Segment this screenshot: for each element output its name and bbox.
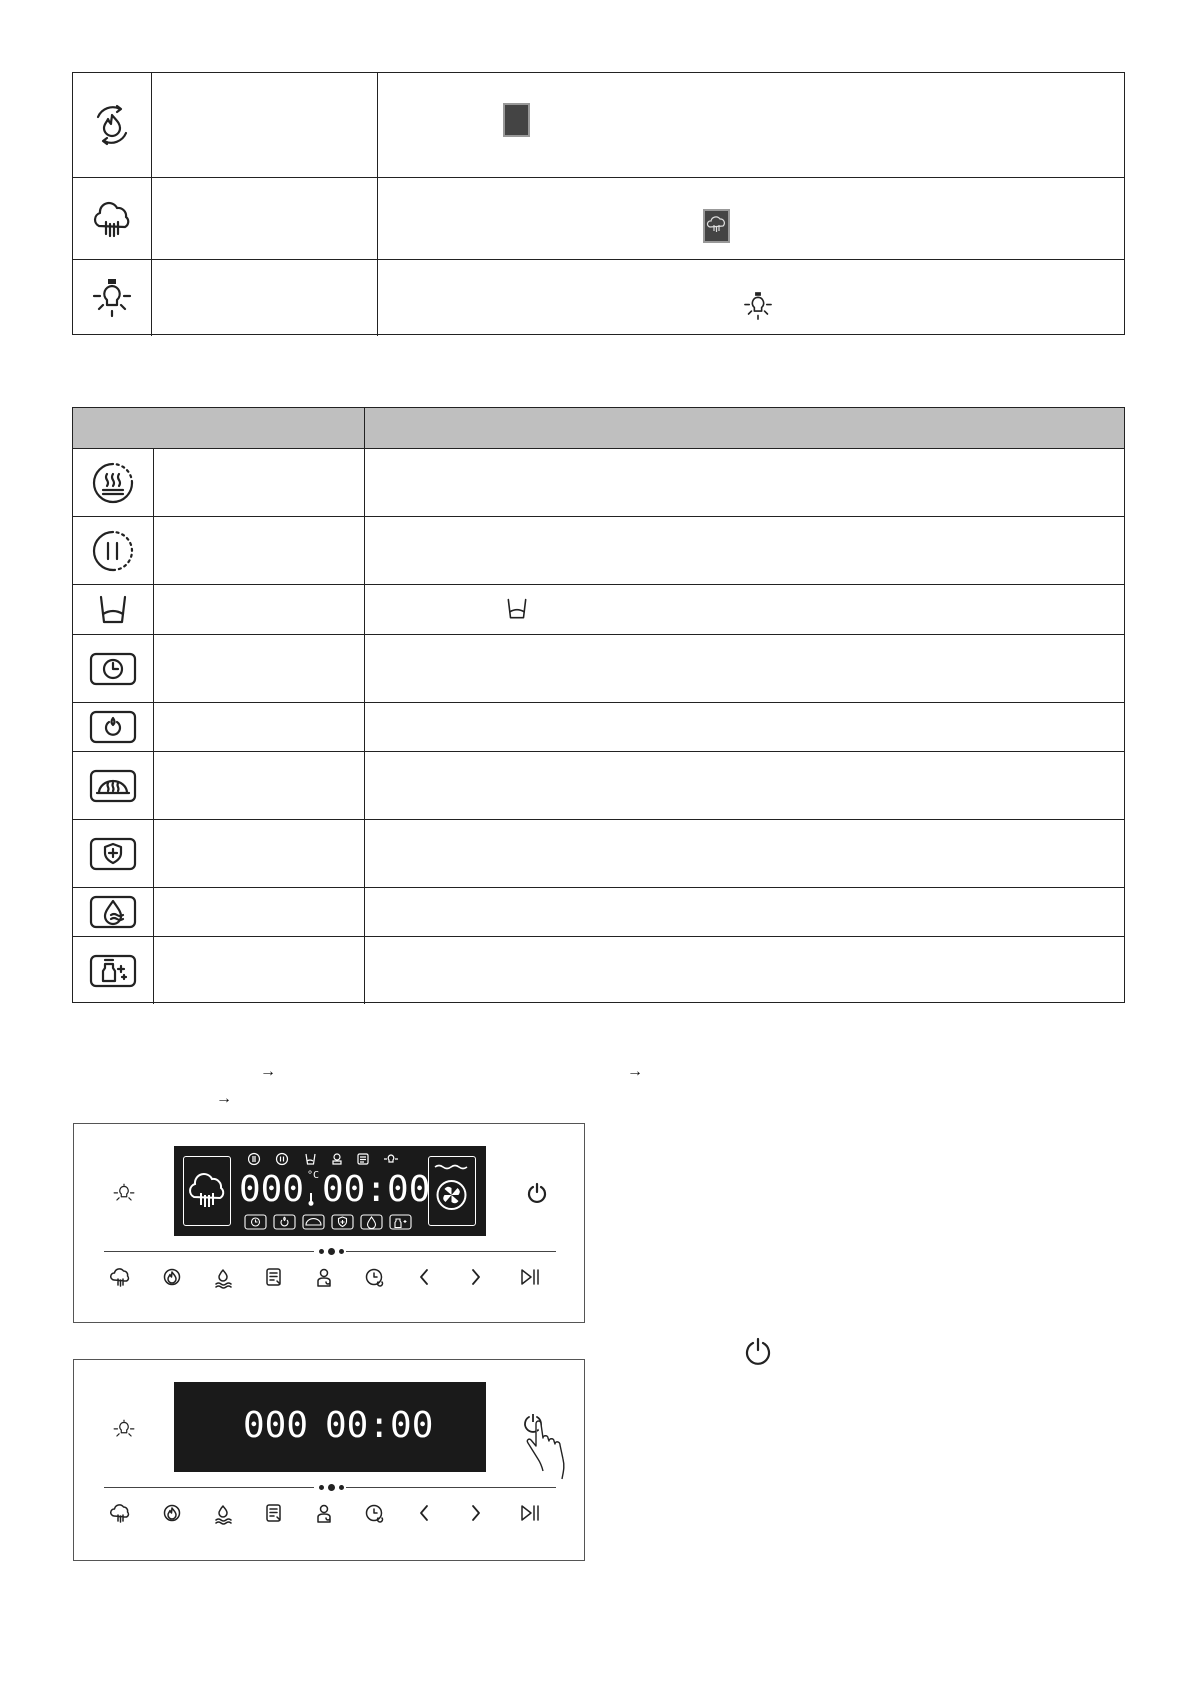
power-button[interactable]: [522, 1412, 588, 1482]
steam-box-icon: [703, 209, 730, 243]
table-row: [73, 703, 1124, 752]
right-button: [473, 1270, 479, 1284]
power-icon: [743, 1336, 773, 1366]
steam-water-button: [216, 1270, 231, 1288]
left-button: [421, 1506, 427, 1520]
table-row: [73, 752, 1124, 820]
table-row: [73, 517, 1124, 585]
menu-button: [267, 1505, 280, 1521]
page-dot: [319, 1249, 324, 1254]
start-pause-button: [522, 1270, 538, 1284]
steam-water-button: [216, 1506, 231, 1524]
table-row: [73, 260, 1124, 336]
cleaning-icon: [89, 954, 137, 988]
temperature-unit: °C: [307, 1170, 320, 1181]
time-readout: 00:00: [322, 1169, 431, 1210]
control-panel-off: [73, 1359, 585, 1561]
steam-button: [111, 1505, 129, 1522]
button-row[interactable]: [110, 1502, 550, 1526]
divider: [104, 1251, 314, 1252]
water-tank-icon: [504, 596, 530, 622]
temperature-readout: 000: [243, 1405, 309, 1446]
water-level-icon: [89, 895, 137, 929]
divider: [346, 1487, 556, 1488]
steam-mode-indicator: [183, 1156, 231, 1226]
flame-cycle-icon: [90, 103, 134, 147]
timer-button: [367, 1270, 383, 1287]
timer-icon: [89, 652, 137, 686]
page-dot: [339, 1485, 344, 1490]
arrow-symbol: →: [216, 1090, 232, 1107]
lcd-display: [174, 1382, 486, 1472]
lock-button: [318, 1506, 330, 1523]
table-row: [73, 178, 1124, 260]
table-header: [73, 408, 1124, 449]
left-button: [421, 1270, 427, 1284]
table-row: [73, 449, 1124, 517]
keep-warm-icon: [89, 769, 137, 803]
temperature-readout: 000: [239, 1169, 305, 1210]
indicator-table: [72, 407, 1125, 1003]
divider: [346, 1251, 556, 1252]
time-readout: 00:00: [325, 1405, 434, 1446]
fan-mode-indicator: [428, 1156, 476, 1226]
icon-cell: [73, 178, 152, 259]
lock-button: [318, 1270, 330, 1287]
page-dot-active: [328, 1248, 335, 1255]
button-row[interactable]: [110, 1266, 550, 1290]
pause-circle-icon: [91, 529, 135, 573]
child-lock-icon: [89, 837, 137, 871]
table-row: [73, 585, 1124, 635]
page-dot: [339, 1249, 344, 1254]
divider: [104, 1487, 314, 1488]
fire-button: [165, 1270, 180, 1285]
power-button[interactable]: [526, 1182, 548, 1204]
function-table: [72, 72, 1125, 335]
icon-cell: [73, 73, 152, 177]
water-tank-icon: [95, 592, 131, 628]
light-button[interactable]: [112, 1418, 136, 1442]
page-dot: [319, 1485, 324, 1490]
table-row: [73, 937, 1124, 1004]
timer-button: [367, 1506, 383, 1523]
function-icon-row: [244, 1213, 419, 1231]
preheat-circle-icon: [91, 461, 135, 505]
light-button[interactable]: [112, 1182, 136, 1206]
lcd-display: [174, 1146, 486, 1236]
hand-pointer-icon: [527, 1421, 564, 1479]
menu-button: [267, 1269, 280, 1285]
start-pause-button: [522, 1506, 538, 1520]
dark-square-icon: [503, 103, 530, 137]
table-row: [73, 635, 1124, 703]
light-bulb-icon: [742, 290, 774, 322]
arrow-symbol: →: [627, 1063, 643, 1080]
right-button: [473, 1506, 479, 1520]
steam-cloud-icon: [89, 196, 135, 242]
page-dot-active: [328, 1484, 335, 1491]
light-bulb-icon: [90, 276, 134, 320]
icon-cell: [73, 260, 152, 336]
status-icon-row: [248, 1151, 408, 1167]
table-row: [73, 73, 1124, 178]
thermometer-icon: [308, 1192, 314, 1206]
table-row: [73, 888, 1124, 937]
steam-button: [111, 1269, 129, 1286]
arrow-symbol: →: [260, 1063, 276, 1080]
descale-icon: [89, 710, 137, 744]
table-row: [73, 820, 1124, 888]
control-panel-full: [73, 1123, 585, 1323]
fire-button: [165, 1506, 180, 1521]
